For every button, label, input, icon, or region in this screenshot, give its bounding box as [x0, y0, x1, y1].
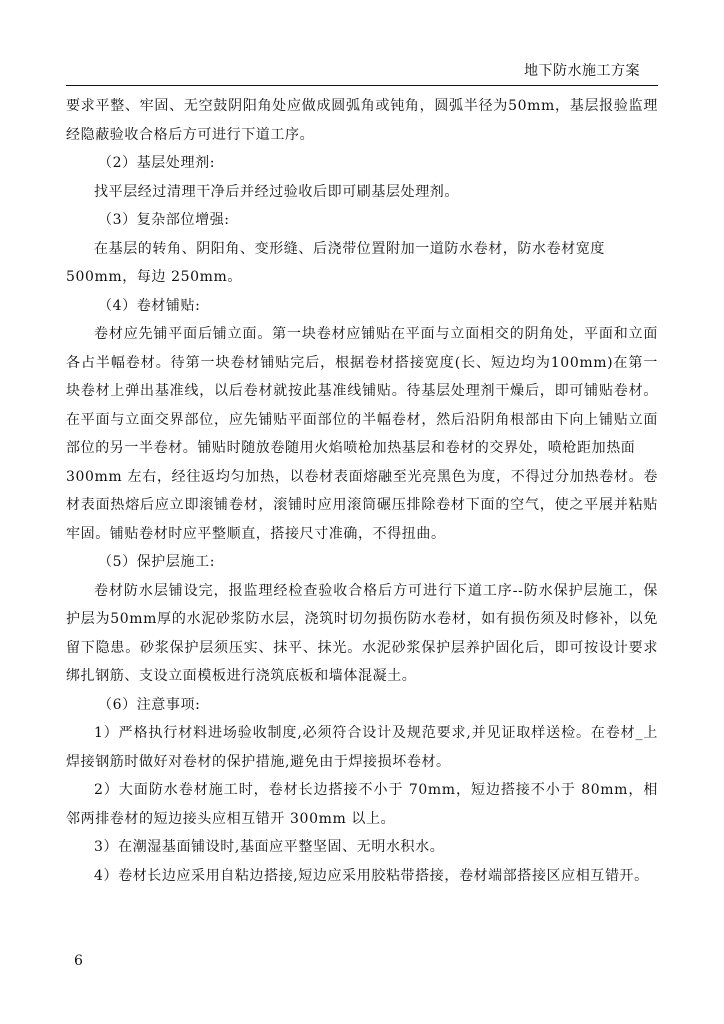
note-item: 1）严格执行材料进场验收制度,必须符合设计及规范要求,并见证取样送检。在卷材_上焊接钢筋时做好对卷材的保护措施,避免由于焊接损坏卷材。 — [66, 725, 658, 770]
paragraph-reinforcement-width: 500mm，每边 250mm。 — [66, 269, 242, 285]
note-item: 4）卷材长边应采用自粘边搭接,短边应采用胶粘带搭接，卷材端部搭接区应相互错开。 — [94, 867, 649, 884]
page-header-title: 地下防水施工方案 — [524, 63, 640, 79]
section-heading-protection: （5）保护层施工: — [98, 554, 216, 570]
paragraph-primer: 找平层经过清理干净后并经过验收后即可刷基层处理剂。 — [94, 183, 459, 200]
page-number: 6 — [74, 953, 83, 969]
note-item: 3）在潮湿基面铺设时,基面应平整坚固、无明水积水。 — [94, 839, 445, 855]
note-item: 2）大面防水卷材施工时，卷材长边搭接不小于 70mm，短边搭接不小于 80mm，相邻两排卷材的短边接头应相互错开 300mm 以上。 — [66, 782, 658, 827]
paragraph-laying-heating: 300mm 左右，经往返均匀加热，以卷材表面熔融至光亮黑色为度，不得过分加热卷材。卷材表面热熔后应立即滚铺卷材，滚铺时应用滚筒碾压排除卷材下面的空气，使之平展并粘贴牢固。铺贴卷材时应平整顺直，搭接尺寸准确，不得扭曲。 — [66, 468, 658, 542]
header-rule — [66, 85, 658, 86]
section-heading-primer: （2）基层处理剂: — [98, 155, 216, 171]
section-heading-notes: （6）注意事项: — [98, 696, 201, 713]
section-heading-laying: （4）卷材铺贴: — [98, 297, 201, 314]
document-body — [66, 92, 658, 890]
paragraph-reinforcement: 在基层的转角、阴阳角、变形缝、后浇带位置附加一道防水卷材，防水卷材宽度 — [94, 240, 605, 257]
paragraph-base-requirements: 要求平整、牢固、无空鼓阴阳角处应做成圆弧角或钝角，圆弧半径为50mm，基层报验监理经隐蔽验收合格后方可进行下道工序。 — [66, 98, 658, 143]
paragraph-laying: 卷材应先铺平面后铺立面。第一块卷材应铺贴在平面与立面相交的阴角处，平面和立面各占半幅卷材。待第一块卷材铺贴完后，根据卷材搭接宽度(长、短边均为100mm)在第一块卷材上弹出基准线，以后卷材就按此基准线铺贴。待基层处理剂干燥后，即可铺贴卷材。在平面与立面交界部位，应先铺贴平面部位的半幅卷材，然后沿阴角根部由下向上铺贴立面部位的另一半卷材。铺贴时随放卷随用火焰喷枪加热基层和卷材的交界处，喷枪距加热面 — [66, 326, 658, 456]
paragraph-protection: 卷材防水层铺设完，报监理经检查验收合格后方可进行下道工序--防水保护层施工，保护层为50mm厚的水泥砂浆防水层，浇筑时切勿损伤防水卷材，如有损伤须及时修补，以免留下隐患。砂浆保护层须压实、抹平、抹光。水泥砂浆保护层养护固化后，即可按设计要求绑扎钢筋、支设立面模板进行浇筑底板和墙体混凝土。 — [66, 582, 658, 684]
section-heading-reinforcement: （3）复杂部位增强: — [98, 212, 230, 228]
